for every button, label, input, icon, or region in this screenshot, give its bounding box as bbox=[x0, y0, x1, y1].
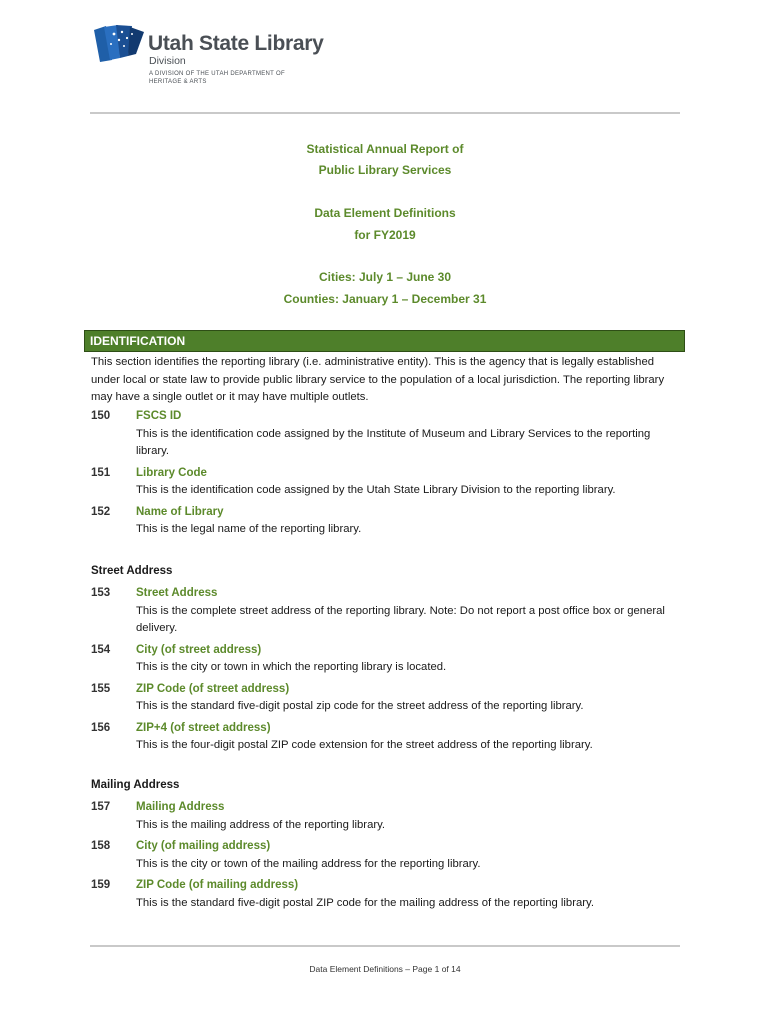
report-title-line: Statistical Annual Report of bbox=[306, 142, 464, 156]
logo-title: Utah State Library bbox=[148, 32, 324, 55]
footer-divider bbox=[90, 945, 680, 947]
data-element-item bbox=[91, 465, 685, 500]
mailing-address-items bbox=[91, 799, 685, 916]
data-element-item bbox=[91, 720, 685, 755]
data-element-item bbox=[91, 799, 685, 834]
page-footer: Data Element Definitions – Page 1 of 14 bbox=[309, 964, 461, 974]
logo-subtitle: Division bbox=[149, 55, 186, 67]
element-number: 150 bbox=[91, 410, 111, 422]
element-description: This is the complete street address of the reporting library. Note: Do not report a post office box or general delivery. bbox=[136, 604, 665, 634]
element-description: This is the standard five-digit postal ZIP code for the mailing address of the reporting library. bbox=[136, 896, 594, 909]
element-name: ZIP Code (of mailing address) bbox=[136, 879, 299, 891]
element-name: ZIP Code (of street address) bbox=[136, 682, 290, 695]
reporting-period-cities: Cities: July 1 – June 30 bbox=[318, 270, 452, 285]
reporting-period-counties: Counties: January 1 – December 31 bbox=[283, 291, 487, 306]
element-number: 154 bbox=[91, 643, 111, 656]
element-number: 158 bbox=[91, 840, 111, 852]
element-number: 151 bbox=[91, 466, 111, 479]
identification-items bbox=[91, 408, 685, 543]
book-star-icon bbox=[92, 24, 146, 64]
data-element-item bbox=[91, 877, 685, 912]
element-number: 153 bbox=[91, 587, 111, 599]
street-address-items bbox=[91, 585, 685, 759]
element-description: This is the city or town in which the reporting library is located. bbox=[136, 661, 447, 673]
data-element-item bbox=[91, 681, 685, 716]
element-number: 152 bbox=[91, 505, 111, 518]
element-description: This is the identification code assigned by the Institute of Museum and Library Services to the reporting library. bbox=[136, 427, 651, 457]
mailing-address-heading: Mailing Address bbox=[91, 779, 180, 791]
element-name: FSCS ID bbox=[136, 410, 182, 422]
street-address-heading: Street Address bbox=[91, 565, 173, 577]
element-name: Name of Library bbox=[136, 505, 224, 518]
element-name: Library Code bbox=[136, 466, 207, 479]
data-element-item bbox=[91, 408, 685, 461]
report-subtitle-line: Data Element Definitions bbox=[314, 206, 456, 221]
element-description: This is the standard five-digit postal zip code for the street address of the reporting library. bbox=[136, 700, 584, 712]
header-divider bbox=[90, 112, 680, 114]
element-description: This is the mailing address of the reporting library. bbox=[136, 818, 386, 831]
element-name: ZIP+4 (of street address) bbox=[136, 721, 271, 734]
element-name: City (of street address) bbox=[136, 643, 262, 656]
section-intro: This section identifies the reporting library (i.e. administrative entity). This is the agency that is legally established under local or state law to provide public library service to the population of a local jurisdiction. The reporting library may have a single outlet or it may have multiple outlets. bbox=[91, 356, 665, 403]
element-number: 155 bbox=[91, 682, 111, 695]
element-name: Mailing Address bbox=[136, 801, 225, 813]
data-element-item bbox=[91, 838, 685, 873]
section-title: IDENTIFICATION bbox=[90, 334, 186, 348]
element-description: This is the identification code assigned by the Utah State Library Division to the reporting library. bbox=[136, 484, 616, 496]
element-number: 156 bbox=[91, 721, 111, 734]
data-element-item bbox=[91, 585, 685, 638]
element-description: This is the four-digit postal ZIP code extension for the street address of the reporting library. bbox=[136, 739, 593, 751]
data-element-item bbox=[91, 642, 685, 677]
element-name: City (of mailing address) bbox=[136, 840, 271, 852]
report-subtitle-line: for FY2019 bbox=[354, 227, 416, 242]
report-title-line: Public Library Services bbox=[318, 163, 452, 178]
element-number: 157 bbox=[91, 801, 111, 813]
logo-tagline: A DIVISION OF THE UTAH DEPARTMENT OF HERITAGE & ARTS bbox=[149, 71, 285, 85]
report-title-block bbox=[90, 139, 680, 310]
element-description: This is the city or town of the mailing address for the reporting library. bbox=[136, 857, 481, 870]
utah-state-library-logo bbox=[92, 22, 332, 88]
element-description: This is the legal name of the reporting library. bbox=[136, 523, 362, 535]
data-element-item bbox=[91, 504, 685, 539]
element-number: 159 bbox=[91, 879, 111, 891]
section-header-identification bbox=[84, 330, 685, 352]
element-name: Street Address bbox=[136, 587, 218, 599]
